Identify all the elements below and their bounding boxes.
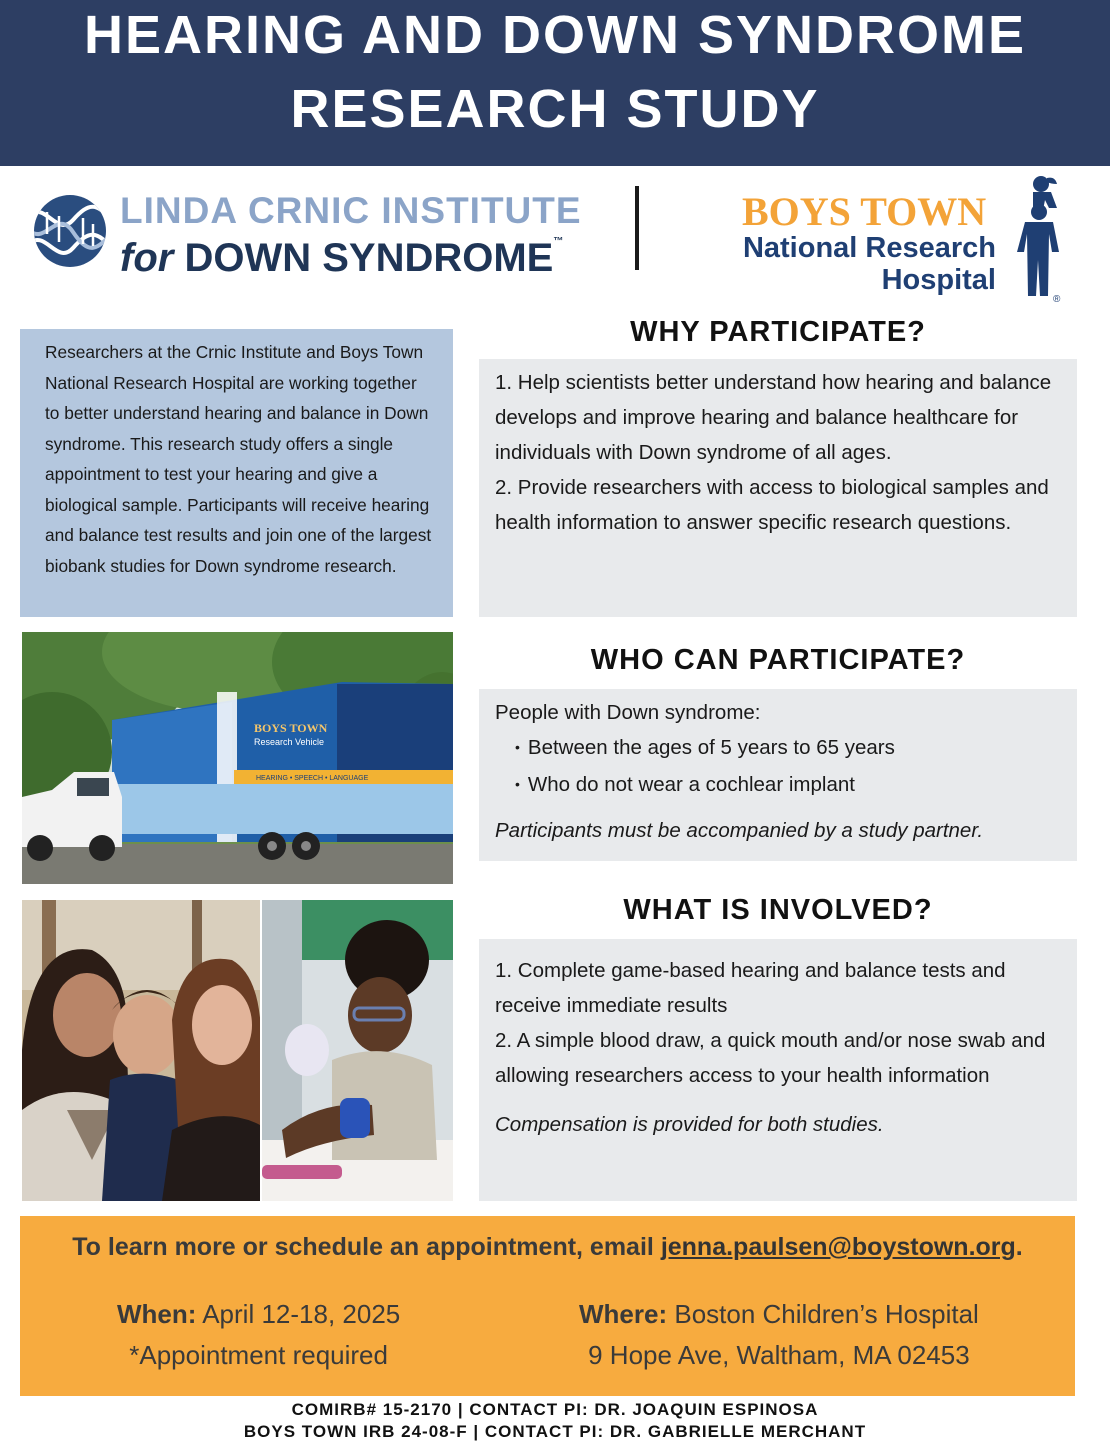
where-label: Where:	[579, 1299, 668, 1329]
list-item: • Who do not wear a cochlear implant	[515, 767, 1061, 804]
page-header	[0, 0, 1110, 166]
vehicle-stripe-text: HEARING • SPEECH • LANGUAGE	[256, 775, 369, 782]
blood-draw-illustration	[262, 900, 453, 1201]
what-is-involved-panel	[479, 939, 1077, 1201]
when-value: April 12-18, 2025	[196, 1299, 401, 1329]
logo-divider	[635, 186, 639, 270]
blood-draw-photo	[262, 900, 453, 1201]
why-participate-panel	[479, 359, 1077, 617]
family-photo-illustration	[22, 900, 260, 1201]
when-label: When:	[117, 1299, 197, 1329]
list-item: • Between the ages of 5 years to 65 years	[515, 730, 1061, 767]
irb-footer	[0, 1399, 1110, 1443]
registered-mark: ®	[1053, 294, 1061, 304]
who-can-participate-panel	[479, 689, 1077, 861]
vehicle-sign-2: Research Vehicle	[254, 737, 325, 747]
family-photo	[22, 900, 260, 1201]
what-is-involved-heading: WHAT IS INVOLVED?	[623, 894, 933, 926]
logo-bar	[0, 166, 1110, 316]
page-title-line-1: HEARING AND DOWN SYNDROME	[83, 5, 1026, 65]
who-note: Participants must be accompanied by a study partner.	[495, 819, 984, 842]
irb-line-1: COMIRB# 15-2170 | CONTACT PI: DR. JOAQUIN ESPINOSA	[291, 1400, 819, 1419]
boys-town-figure-icon	[1003, 172, 1067, 304]
who-lead: People with Down syndrome:	[495, 701, 761, 724]
research-vehicle-photo	[22, 632, 453, 884]
boys-town-logo-line-2: National Research	[742, 232, 996, 264]
irb-line-2: BOYS TOWN IRB 24-08-F | CONTACT PI: DR. GABRIELLE MERCHANT	[243, 1422, 867, 1441]
research-vehicle-illustration	[22, 632, 453, 884]
appointment-note: *Appointment required	[129, 1340, 388, 1370]
contact-text: To learn more or schedule an appointment, email	[72, 1233, 661, 1261]
crnic-logo-line-2	[120, 236, 563, 281]
why-item-1: 1. Help scientists better understand how hearing and balance develops and improve hearing and balance healthcare for individuals with Down syndrome of all ages.	[495, 371, 1052, 464]
where-block	[579, 1294, 979, 1376]
dna-logo-icon	[33, 194, 107, 268]
contact-banner	[20, 1216, 1075, 1396]
vehicle-sign-1: BOYS TOWN	[254, 721, 328, 735]
what-item-1: 1. Complete game-based hearing and balance tests and receive immediate results	[495, 959, 1006, 1017]
trademark-mark: ™	[553, 236, 564, 247]
crnic-logo-down-syndrome: DOWN SYNDROME	[184, 236, 554, 280]
why-item-2: 2. Provide researchers with access to biological samples and health information to answer specific research questions.	[495, 476, 1049, 534]
crnic-logo-for: for	[120, 236, 174, 280]
contact-line	[20, 1233, 1075, 1262]
when-block	[117, 1294, 400, 1376]
where-value: Boston Children’s Hospital	[667, 1299, 979, 1329]
who-can-participate-heading: WHO CAN PARTICIPATE?	[590, 644, 966, 676]
why-participate-heading: WHY PARTICIPATE?	[630, 316, 926, 348]
compensation-note: Compensation is provided for both studies.	[495, 1113, 884, 1136]
boys-town-logo-line-1: BOYS TOWN	[742, 189, 987, 234]
page-title-line-2: RESEARCH STUDY	[290, 79, 820, 139]
boys-town-logo-subtitle	[743, 232, 996, 296]
contact-period: .	[1015, 1233, 1023, 1261]
contact-email-link[interactable]: jenna.paulsen@boystown.org	[660, 1233, 1016, 1261]
who-criteria-list	[495, 730, 1061, 804]
crnic-logo-line-1: LINDA CRNIC INSTITUTE	[120, 190, 582, 231]
where-address: 9 Hope Ave, Waltham, MA 02453	[588, 1340, 970, 1370]
boys-town-logo-line-3: Hospital	[881, 264, 996, 296]
intro-text-box: Researchers at the Crnic Institute and Boys Town National Research Hospital are working together to better understand hearing and balance in Down syndrome. This research study offers a single appointment to test your hearing and give a biological sample. Participants will receive hearing and balance test results and join one of the largest biobank studies for Down syndrome research.	[20, 329, 453, 617]
what-item-2: 2. A simple blood draw, a quick mouth and/or nose swab and allowing researchers access to your health information	[495, 1029, 1046, 1087]
